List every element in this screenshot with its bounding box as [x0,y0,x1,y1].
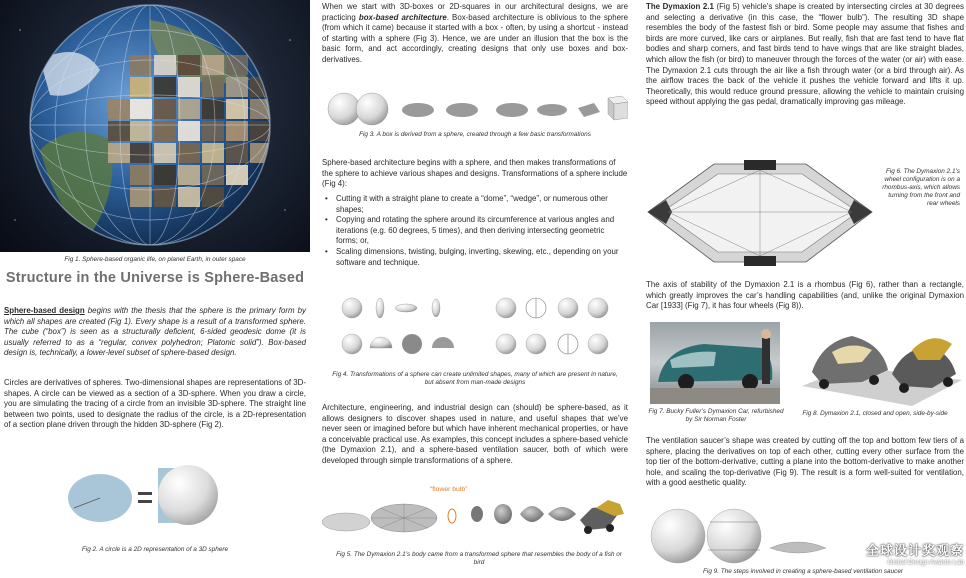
fig4-sphere-transformations [336,292,626,364]
fig7-caption: Fig 7. Bucky Fuller’s Dymaxion Car, refurbished by Sir Norman Foster [648,408,784,423]
column-1 [0,0,310,578]
sphere-based-design-paragraph: Architecture, engineering, and industrial design can (should) be sphere-based, as it allows designers to discover shapes used in nature, and useful shapes that we’ve never seen or imagined before but which have inherent mechanical properties, or have a conceivable practical use. As examples, this concept includes a sphere-based vehicle (the Dymaxion 2.1), and a sphere-based ventilation saucer, both of which were developed through simple transformations of a sphere. [322,403,628,465]
intro-paragraph [4,306,306,359]
section-title: Structure in the Universe is Sphere-Based [5,270,305,286]
column-2 [316,0,634,578]
para1-end: . Box-based architecture is oblivious to the sphere (from which it came) because it started with a box - often, by using a shortcut - instead of starting with a sphere (Fig 3). Hence, we are under an illusion that the box is the basic form, and act accordingly, creating designs that only use boxes and box-derivatives. [322,12,628,64]
watermark-chinese: 全球设计奖观察 [865,543,964,558]
fig1-image-globe [0,0,310,252]
list-item: • Scaling dimensions, twisting, bulging, inverting, skewing, etc., depending on your software and technique. [322,247,628,268]
dymaxion-text: (Fig 5) vehicle’s shape is created by intersecting circles at 30 degrees and selecting a derivative (in this case, the “flower bulb”). The resulting 3D shape resembles the body of the fastest fish or bird. Some people may assume that fishes and birds are more curved, like cars or airplanes. But really, fish that are fast tend to have flat bodies and sharp corners, and fast birds tend to have wings that are like straight blades, which allow the fish (or bird) to maneuver through the forces of the water (or air) with ease. The Dymaxion 2.1 cuts through the air like a fish through water (or a bird through air). As the airflow traces the back of the vehicle it pushes the vehicle forward and lifts it up. Theoretically, this would reduce ground pressure, allowing the vehicle to maintain cruising speed without applying the gas pedal, dramatically improving gas mileage. [646,2,964,107]
dymaxion-paragraph [646,2,964,108]
intro-lead-bold: Sphere-based design [4,306,85,315]
fig1-caption: Fig 1. Sphere-based organic life, on planet Earth, in outer space [64,256,246,263]
rhombus-axis-paragraph: The axis of stability of the Dymaxion 2.1 is a rhombus (Fig 6), rather than a rectangle, which greatly improves the car’s handling capabilities (and, unlike the original Dymaxion Car [1933] (Fig 7), it has four wheels (Fig 8)). [646,280,964,311]
fig2-caption: Fig 2. A circle is a 2D representation of a 3D sphere [81,546,229,553]
globe-mosaic [0,0,310,252]
fig8-caption: Fig 8. Dymaxion 2.1, closed and open, side-by-side [802,410,948,417]
dymaxion-bold: The Dymaxion 2.1 [646,2,714,11]
fig8-dymaxion-2-1-render [792,322,962,406]
fig4-caption: Fig 4. Transformations of a sphere can create unlimited shapes, many of which are present in nature, but absent from man-made designs [332,371,618,386]
flower-bulb-label: “flower bulb” [430,486,468,493]
fig3-sphere-to-box [322,90,628,128]
fig9-caption: Fig 9. The steps involved in creating a sphere-based ventilation saucer [703,568,903,575]
fig5-caption: Fig 5. The Dymaxion 2.1’s body came from a transformed sphere that resembles the body of a fish or bird [336,551,622,566]
list-item: • Cutting it with a straight plane to create a “dome”, “wedge”, or numerous other shapes; [322,194,628,215]
fig2-circle-sphere [60,460,250,530]
para1-start: When we start with 3D-boxes or 2D-squares in our architectural designs, we are practicing [322,2,628,22]
list-item: • Copying and rotating the sphere around its circumference at various angles and iterations (e.g. 60 degrees, 5 times), and then deriving intersecting geometric forms; or, [322,215,628,247]
sphere-architecture-paragraph: Sphere-based architecture begins with a sphere, and then makes transformations of the sphere to achieve various shapes and designs. Transformations of a sphere include (Fig 4): [322,158,628,189]
fig3-caption: Fig 3. A box is derived from a sphere, created through a few basic transformations [359,131,591,138]
watermark-logo [800,540,964,566]
column-3 [640,0,966,578]
fig6-rhombus-wheel-diagram [644,152,876,274]
fig5-dymaxion-body [322,486,628,548]
transformations-list [322,194,628,268]
fig7-dymaxion-car-photo [650,322,780,404]
intro-rest: begins with the thesis that the sphere is the primary form by which all shapes are created (Fig 1). Every shape is a result of a transformed sphere. The cube (“box”) is seen as a structurally deficient, 6-sided geodesic dome (it is usually referred to as a “regular, convex polyhedron; Platonic solid”). Box-based design is, technically, a lower-level subset of sphere-based design. [4,306,306,358]
watermark-english: Global Design Awards Lab [887,559,964,566]
fig6-caption: Fig 6. The Dymaxion 2.1’s wheel configuration is on a rhombus-axis, which allows turning from the front and rear wheels [882,168,960,207]
box-architecture-paragraph [322,2,628,66]
circles-paragraph: Circles are derivatives of spheres. Two-dimensional shapes are representations of 3D-shapes. A circle can be viewed as a section of a 3D-sphere. When you draw a circle, you are simulating the tracing of a circle from an invisible 3D-sphere. The straight line between two points, used to designate the radius of the circle, is a 2D-representation of a section plane driven through the hidden 3D-sphere (Fig 2). [4,378,306,430]
box-architecture-bold: box-based architecture [358,12,447,22]
ventilation-paragraph: The ventilation saucer’s shape was created by cutting off the top and bottom few tiers of a sphere, placing the derivatives on top of each other, cutting every other surface from the top tier of the bottom-derivative, cutting a plane into the bottom-derivative to make another hole, and scaling the top-derivative (Fig 9). The result is a form well-suited for ventilation, with a good aesthetic quality. [646,436,964,488]
